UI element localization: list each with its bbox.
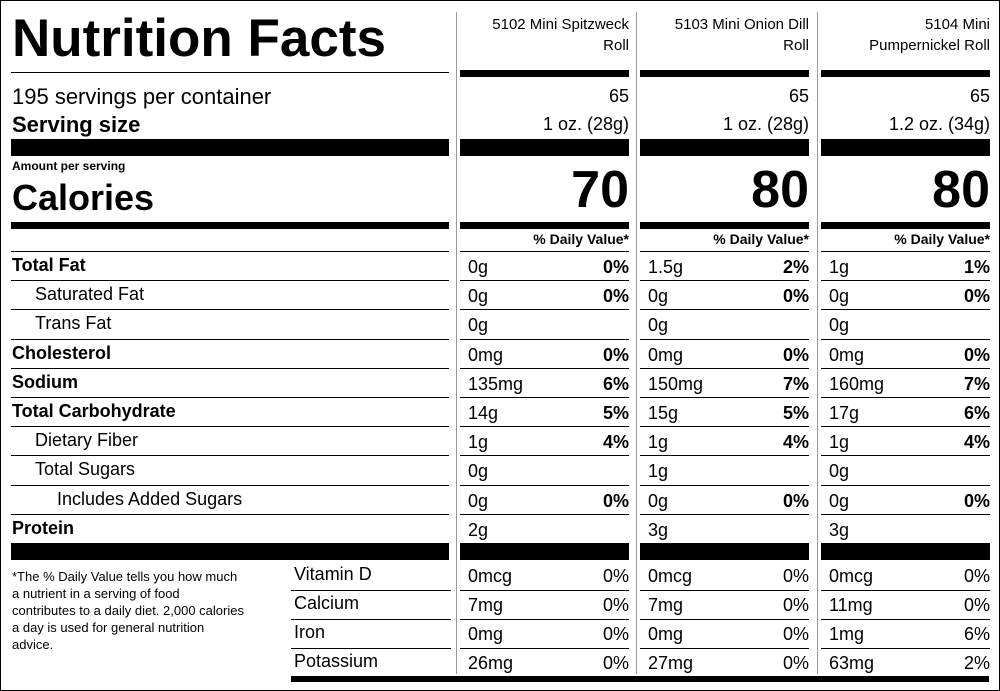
nutrient-daily-value: 0% <box>602 490 629 511</box>
nutrient-daily-value: 7% <box>963 373 990 394</box>
nutrient-daily-value: 7% <box>782 373 809 394</box>
nutrient-daily-value: 4% <box>782 432 809 453</box>
footnote-line: advice. <box>12 637 54 652</box>
nutrient-row-divider <box>821 251 990 252</box>
footnote-line: a day is used for general nutrition <box>12 620 205 635</box>
nutrient-label: Saturated Fat <box>35 284 145 305</box>
product-header-bar <box>460 70 629 77</box>
nutrient-amount: 15g <box>648 403 679 423</box>
nutrient-label: Total Carbohydrate <box>12 401 176 421</box>
nutrient-amount: 0g <box>829 286 850 307</box>
nutrient-amount: 0g <box>648 286 669 307</box>
nutrient-amount: 0g <box>648 315 669 336</box>
product-name-line: 5104 Mini <box>924 16 990 33</box>
vitamin-row-divider <box>821 648 990 649</box>
vitamin-row-divider <box>460 648 629 649</box>
nutrient-amount: 1g <box>829 432 850 453</box>
vitamin-amount: 1mg <box>829 624 865 644</box>
vitamin-amount: 7mg <box>468 595 504 615</box>
vitamin-row-divider <box>640 648 809 649</box>
vitamin-row-divider <box>460 590 629 591</box>
nutrient-amount: 1g <box>648 432 669 453</box>
nutrient-amount: 160mg <box>829 373 885 394</box>
vitamin-row-divider <box>821 590 990 591</box>
vitamin-daily-value: 0% <box>963 595 990 615</box>
nutrient-amount: 0g <box>829 461 850 482</box>
nutrient-label: Total Fat <box>12 255 86 275</box>
nutrient-row-divider <box>821 455 990 456</box>
nutrient-amount: 0g <box>648 490 669 511</box>
vitamin-daily-value: 6% <box>963 624 990 644</box>
vitamin-daily-value: 0% <box>782 566 809 586</box>
nutrient-daily-value: 0% <box>602 286 629 307</box>
vitamin-amount: 7mg <box>648 595 684 615</box>
nutrient-row-divider <box>460 251 629 252</box>
nutrient-label: Includes Added Sugars <box>57 488 243 509</box>
nutrient-daily-value: 2% <box>782 257 809 277</box>
vitamin-amount: 0mg <box>648 624 684 644</box>
nutrient-row-divider <box>640 368 809 369</box>
calories-value: 80 <box>932 161 990 219</box>
nutrient-daily-value: 0% <box>963 490 990 511</box>
nutrient-row-divider <box>640 455 809 456</box>
vitamin-row-divider <box>291 619 451 620</box>
vitamin-daily-value: 0% <box>602 595 629 615</box>
vitamin-row-divider <box>291 648 451 649</box>
vitamin-daily-value: 0% <box>782 653 809 673</box>
nutrient-amount: 150mg <box>648 373 704 394</box>
vitamin-amount: 0mcg <box>648 566 693 586</box>
nutrient-amount: 0g <box>468 461 489 482</box>
nutrient-amount: 1g <box>829 257 850 277</box>
vitamin-label: Iron <box>294 622 326 642</box>
nutrient-amount: 0g <box>468 257 489 277</box>
nutrient-row-divider <box>821 339 990 340</box>
nutrient-row-divider <box>11 426 449 427</box>
vitamin-amount: 11mg <box>829 595 873 615</box>
nutrient-row-divider <box>640 309 809 310</box>
serving-size-value: 1.2 oz. (34g) <box>888 114 990 134</box>
nutrient-row-divider <box>640 251 809 252</box>
vitamin-daily-value: 0% <box>602 653 629 673</box>
nutrient-daily-value: 0% <box>963 344 990 365</box>
nutrient-row-divider <box>821 426 990 427</box>
bottom-bar <box>291 676 989 682</box>
calories-value: 70 <box>571 161 629 219</box>
nutrient-amount: 17g <box>829 403 860 423</box>
nutrient-row-divider <box>11 280 449 281</box>
vitamin-row-divider <box>640 590 809 591</box>
nutrient-row-divider <box>640 339 809 340</box>
nutrient-row-divider <box>821 397 990 398</box>
nutrient-amount: 0g <box>468 315 489 336</box>
nutrient-amount: 0mg <box>468 344 504 365</box>
servings-value: 65 <box>969 86 990 106</box>
vitamin-amount: 0mcg <box>829 566 874 586</box>
nutrient-amount: 0g <box>829 315 850 336</box>
calories-bar <box>11 222 449 229</box>
footnote-line: contributes to a daily diet. 2,000 calories <box>12 603 244 618</box>
nutrient-row-divider <box>460 368 629 369</box>
daily-value-header: % Daily Value* <box>713 231 809 247</box>
nutrient-amount: 2g <box>468 519 489 540</box>
protein-bar <box>821 543 990 560</box>
nutrient-row-divider <box>460 455 629 456</box>
nutrient-row-divider <box>460 309 629 310</box>
nutrient-row-divider <box>460 339 629 340</box>
nutrient-row-divider <box>460 280 629 281</box>
vitamin-daily-value: 2% <box>963 653 990 673</box>
nutrient-daily-value: 1% <box>963 257 990 277</box>
nutrient-row-divider <box>640 514 809 515</box>
nutrient-row-divider <box>640 426 809 427</box>
servings-value: 65 <box>608 86 629 106</box>
nutrient-amount: 0g <box>468 286 489 307</box>
vitamin-label: Calcium <box>294 593 360 613</box>
serving-size-bar <box>821 139 990 156</box>
nutrient-amount: 135mg <box>468 373 524 394</box>
nutrient-amount: 1g <box>468 432 489 453</box>
nutrient-daily-value: 0% <box>782 344 809 365</box>
nutrient-row-divider <box>11 514 449 515</box>
nutrient-daily-value: 0% <box>782 490 809 511</box>
nutrient-label: Sodium <box>12 371 78 392</box>
footnote-line: a nutrient in a serving of food <box>12 586 180 601</box>
nutrient-daily-value: 5% <box>602 403 629 423</box>
nutrient-daily-value: 0% <box>963 286 990 307</box>
nutrient-amount: 14g <box>468 403 499 423</box>
vitamin-daily-value: 0% <box>963 566 990 586</box>
nutrient-label: Dietary Fiber <box>35 430 139 451</box>
nutrient-row-divider <box>460 426 629 427</box>
serving-size-bar <box>11 139 449 156</box>
nutrient-row-divider <box>11 251 449 252</box>
product-name-line: 5102 Mini Spitzweck <box>492 16 629 33</box>
nutrient-row-divider <box>640 397 809 398</box>
vitamin-daily-value: 0% <box>602 624 629 644</box>
footnote-line: *The % Daily Value tells you how much <box>12 569 238 584</box>
nutrient-daily-value: 4% <box>602 432 629 453</box>
nutrient-daily-value: 5% <box>782 403 809 423</box>
nutrient-row-divider <box>460 485 629 486</box>
serving-size-value: 1 oz. (28g) <box>542 114 629 134</box>
vitamin-row-divider <box>291 590 451 591</box>
serving-size-bar <box>460 139 629 156</box>
nutrient-label: Protein <box>12 517 75 538</box>
title-divider <box>11 72 449 73</box>
label-title: Nutrition Facts <box>12 9 386 68</box>
calories-label: Calories <box>12 177 155 218</box>
vitamin-daily-value: 0% <box>782 595 809 615</box>
nutrient-amount: 0g <box>829 490 850 511</box>
nutrient-row-divider <box>11 309 449 310</box>
nutrient-label: Trans Fat <box>35 313 112 334</box>
calories-bar <box>460 222 629 229</box>
nutrient-row-divider <box>640 485 809 486</box>
nutrient-row-divider <box>821 280 990 281</box>
nutrient-row-divider <box>460 514 629 515</box>
nutrient-amount: 0g <box>468 490 489 511</box>
product-name-line: 5103 Mini Onion Dill <box>674 16 809 33</box>
serving-size-bar <box>640 139 809 156</box>
nutrient-daily-value: 0% <box>782 286 809 307</box>
nutrient-daily-value: 4% <box>963 432 990 453</box>
calories-bar <box>821 222 990 229</box>
product-name-line: Pumpernickel Roll <box>869 37 990 54</box>
column-separator <box>817 12 818 674</box>
column-separator <box>456 12 457 674</box>
nutrient-row-divider <box>11 485 449 486</box>
nutrient-label: Cholesterol <box>12 342 112 363</box>
serving-size-value: 1 oz. (28g) <box>722 114 809 134</box>
amount-per-serving-label: Amount per serving <box>12 159 126 173</box>
nutrient-amount: 0mg <box>648 344 684 365</box>
vitamin-row-divider <box>460 619 629 620</box>
nutrient-amount: 0mg <box>829 344 865 365</box>
nutrient-amount: 3g <box>829 519 850 540</box>
vitamin-amount: 63mg <box>829 653 875 673</box>
nutrient-row-divider <box>821 309 990 310</box>
nutrient-row-divider <box>640 280 809 281</box>
product-name-line: Roll <box>783 37 809 54</box>
vitamin-amount: 0mcg <box>468 566 513 586</box>
nutrient-row-divider <box>11 397 449 398</box>
vitamin-row-divider <box>821 619 990 620</box>
daily-value-header: % Daily Value* <box>533 231 629 247</box>
nutrient-row-divider <box>460 397 629 398</box>
nutrient-label: Total Sugars <box>35 459 136 480</box>
product-header-bar <box>640 70 809 77</box>
nutrient-row-divider <box>821 368 990 369</box>
column-separator <box>636 12 637 674</box>
serving-size-label: Serving size <box>12 112 141 137</box>
daily-value-header: % Daily Value* <box>894 231 990 247</box>
servings-per-container: 195 servings per container <box>12 84 272 109</box>
vitamin-daily-value: 0% <box>602 566 629 586</box>
vitamin-label: Potassium <box>294 651 379 671</box>
calories-bar <box>640 222 809 229</box>
nutrient-row-divider <box>821 514 990 515</box>
nutrient-row-divider <box>11 339 449 340</box>
nutrient-daily-value: 0% <box>602 344 629 365</box>
nutrient-amount: 1.5g <box>648 257 684 277</box>
nutrient-amount: 1g <box>648 461 669 482</box>
product-header-bar <box>821 70 990 77</box>
vitamin-amount: 0mg <box>468 624 504 644</box>
nutrient-amount: 3g <box>648 519 669 540</box>
vitamin-daily-value: 0% <box>782 624 809 644</box>
nutrient-daily-value: 0% <box>602 257 629 277</box>
calories-value: 80 <box>751 161 809 219</box>
protein-bar <box>11 543 449 560</box>
nutrient-row-divider <box>11 455 449 456</box>
vitamin-amount: 26mg <box>468 653 514 673</box>
protein-bar <box>460 543 629 560</box>
nutrient-row-divider <box>11 368 449 369</box>
vitamin-row-divider <box>640 619 809 620</box>
protein-bar <box>640 543 809 560</box>
servings-value: 65 <box>788 86 809 106</box>
nutrient-daily-value: 6% <box>963 403 990 423</box>
nutrient-row-divider <box>821 485 990 486</box>
vitamin-amount: 27mg <box>648 653 694 673</box>
vitamin-label: Vitamin D <box>294 564 372 584</box>
product-name-line: Roll <box>603 37 629 54</box>
nutrient-daily-value: 6% <box>602 373 629 394</box>
